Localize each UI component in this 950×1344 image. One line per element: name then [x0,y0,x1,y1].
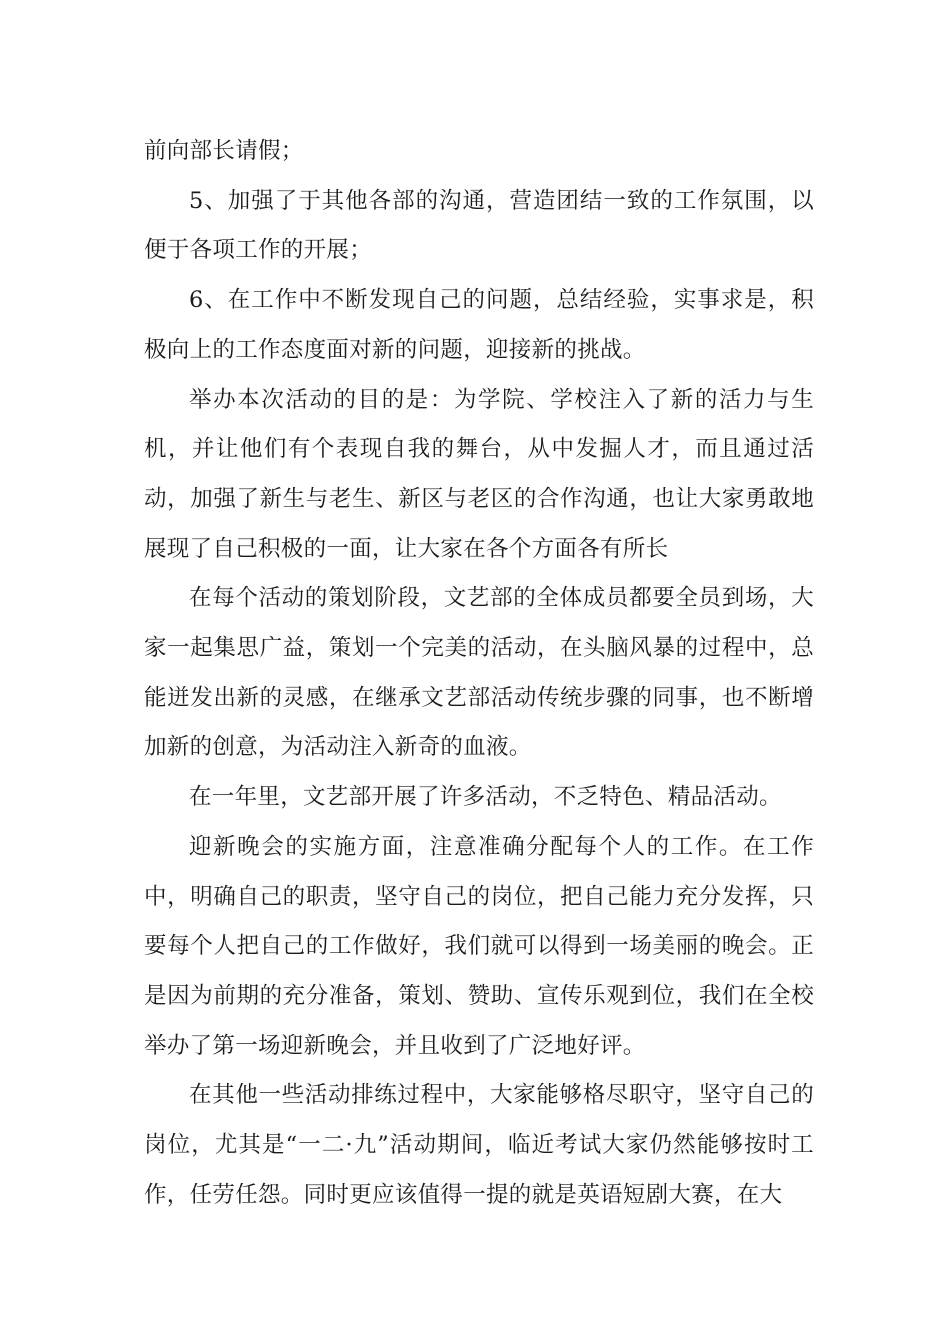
paragraph-year-summary: 在一年里，文艺部开展了许多活动，不乏特色、精品活动。 [189,784,782,811]
paragraph-welcome-party: 迎新晚会的实施方面，注意准确分配每个人的工作。在工作中，明确自己的职责，坚守自己的岗位，把自己能力充分发挥，只要每个人把自己的工作做好，我们就可以得到一场美丽的晚会。正是因为前期的充分准备，策划、赞助、宣传乐观到位，我们在全校举办了第一场迎新晚会，并且收到了广泛地好评。 [144,833,814,1059]
paragraph-activity-purpose: 举办本次活动的目的是：为学院、学校注入了新的活力与生机，并让他们有个表现自我的舞台，从中发掘人才，而且通过活动，加强了新生与老生、新区与老区的合作沟通，也让大家勇敢地展现了自己积极的一面，让大家在各个方面各有所长 [144,386,814,562]
paragraph-leave-request: 前向部长请假； [144,138,304,164]
paragraph-item-5: 5、加强了于其他各部的沟通，营造团结一致的工作氛围，以便于各项工作的开展； [144,187,814,264]
document-body [144,127,814,1220]
paragraph-item-6: 6、在工作中不断发现自己的问题，总结经验，实事求是，积极向上的工作态度面对新的问题，迎接新的挑战。 [144,287,814,363]
paragraph-planning-stage: 在每个活动的策划阶段，文艺部的全体成员都要全员到场，大家一起集思广益，策划一个完美的活动，在头脑风暴的过程中，总能迸发出新的灵感，在继承文艺部活动传统步骤的同事，也不断增加新的创意，为活动注入新奇的血液。 [144,585,814,761]
paragraph-other-activities: 在其他一些活动排练过程中，大家能够格尽职守，坚守自己的岗位，尤其是“一二·九”活动期间，临近考试大家仍然能够按时工作，任劳任怨。同时更应该值得一提的就是英语短剧大赛，在大 [144,1082,814,1208]
